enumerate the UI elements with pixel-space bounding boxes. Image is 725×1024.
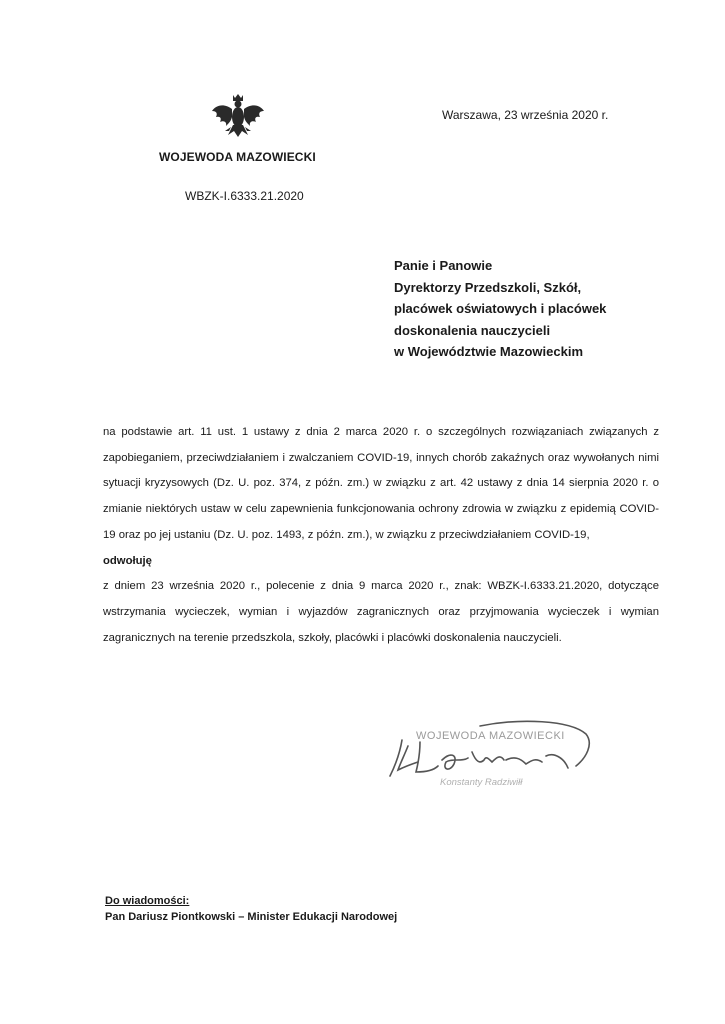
letter-body <box>103 420 659 651</box>
addressee-line: doskonalenia nauczycieli <box>394 322 551 338</box>
addressee-line: Panie i Panowie <box>394 258 493 273</box>
addressee-block <box>394 255 694 363</box>
issuing-authority: WOJEWODA MAZOWIECKI <box>159 150 316 164</box>
addressee-line: w Województwie Mazowieckim <box>394 344 584 359</box>
addressee-line: Dyrektorzy Przedszkoli, Szkół, <box>394 279 582 295</box>
cc-heading: Do wiadomości: <box>105 895 190 907</box>
signature-stamp-title: WOJEWODA MAZOWIECKI <box>416 730 565 742</box>
reference-number: WBZK-I.6333.21.2020 <box>185 189 304 203</box>
addressee-line: placówek oświatowych i placówek <box>394 301 607 316</box>
signature-stamp-name: Konstanty Radziwiłł <box>440 777 523 788</box>
handwritten-signature-icon <box>380 712 600 798</box>
signature-block <box>380 712 600 798</box>
decision-content-paragraph: z dniem 23 września 2020 r., polecenie z dnia 9 marca 2020 r., znak: WBZK-I.6333.21.2020, dotyczące wstrzymania wycieczek, wymian i wyjazdów zagranicznych oraz przyjmowania wycieczek i wymian zagranicznych na terenie przedszkola, szkoły, placówki i placówki doskonalenia nauczycieli. <box>103 580 659 644</box>
cc-recipient: Pan Dariusz Piontkowski – Minister Edukacji Narodowej <box>105 911 398 923</box>
decision-word: odwołuję <box>103 554 152 567</box>
legal-basis-paragraph: na podstawie art. 11 ust. 1 ustawy z dnia 2 marca 2020 r. o szczególnych rozwiązaniach związanych z zapobieganiem, przeciwdziałaniem i zwalczaniem COVID-19, innych chorób zakaźnych oraz wywołanych nimi sytuacji kryzysowych (Dz. U. poz. 374, z późn. zm.) w związku z art. 42 ustawy z dnia 14 sierpnia 2020 r. o zmianie niektórych ustaw w celu zapewnienia funkcjonowania ochrony zdrowia w związku z epidemią COVID-19 oraz po jej ustaniu (Dz. U. poz. 1493, z późn. zm.), w związku z przeciwdziałaniem COVID-19, <box>103 426 659 541</box>
eagle-emblem-icon <box>210 93 266 143</box>
place-and-date: Warszawa, 23 września 2020 r. <box>442 108 609 122</box>
